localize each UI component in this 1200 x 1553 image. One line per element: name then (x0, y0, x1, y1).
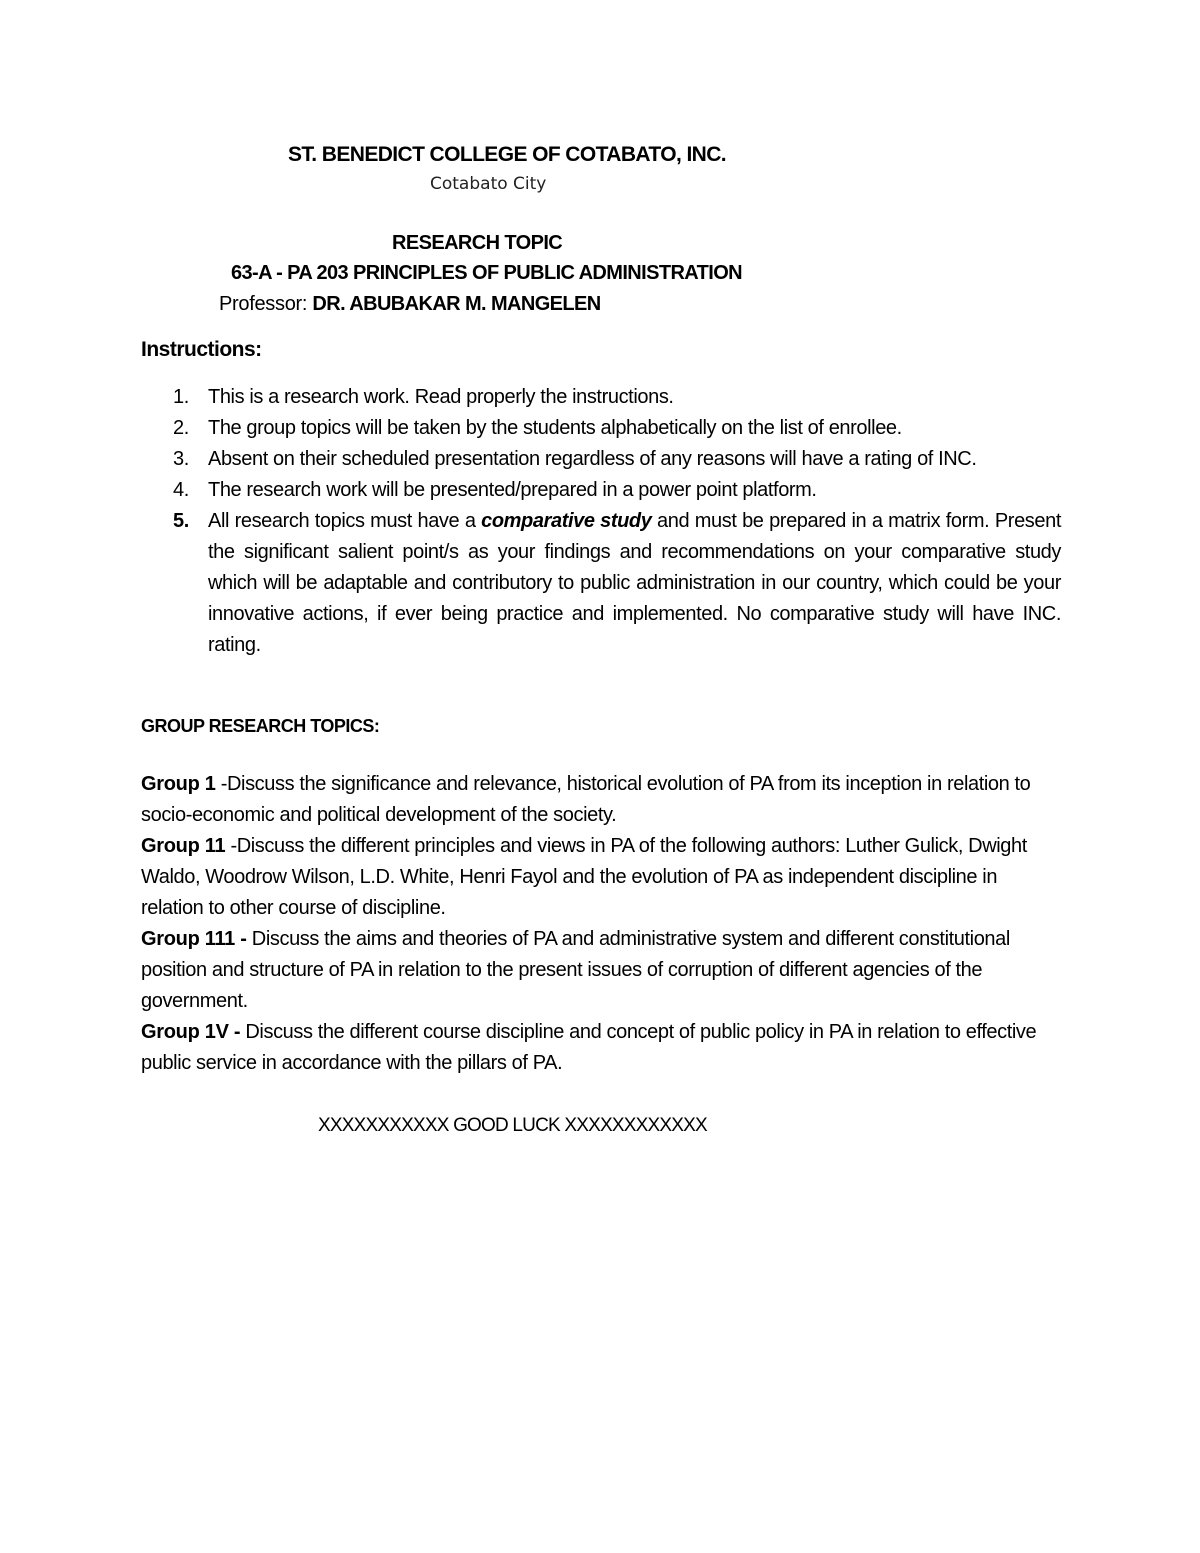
list-item (141, 382, 1061, 413)
list-item-text: Absent on their scheduled presentation regardless of any reasons will have a rating of INC. (208, 448, 977, 470)
list-item-text: The group topics will be taken by the students alphabetically on the list of enrollee. (208, 417, 902, 439)
list-item-number: 2. (173, 417, 189, 439)
professor-label: Professor: (219, 293, 308, 315)
instructions-list (141, 382, 1061, 661)
list-item-text: The research work will be presented/prepared in a power point platform. (208, 479, 817, 501)
group-text: -Discuss the different principles and views in PA of the following authors: Luther Gulick, Dwight Waldo, Woodrow Wilson, L.D. White, Henri Fayol and the evolution of PA as independent discipline in relation to other course of discipline. (141, 835, 1027, 919)
list-item (141, 444, 1061, 475)
list-item (141, 413, 1061, 444)
list-item-text (208, 506, 1061, 661)
closing-line: XXXXXXXXXXX GOOD LUCK XXXXXXXXXXXX (318, 1115, 707, 1136)
school-city: Cotabato City (430, 174, 547, 194)
list-item-text-after: and must be prepared in a matrix form. Present the significant salient point/s as your findings and recommendations on your comparative study which will be adaptable and contributory to public administration in our country, which could be your innovative actions, if ever being practice and implemented. No comparative study will have INC. rating. (208, 510, 1061, 656)
group-text: -Discuss the significance and relevance, historical evolution of PA from its inception in relation to socio-economic and political development of the society. (141, 773, 1031, 826)
document-title: RESEARCH TOPIC (392, 232, 563, 254)
school-name: ST. BENEDICT COLLEGE OF COTABATO, INC. (288, 143, 727, 166)
professor-line (219, 294, 601, 314)
list-item-text-before: All research topics must have a (208, 510, 482, 532)
comparative-study-emphasis: comparative study (481, 510, 652, 532)
group-paragraph (141, 1017, 1061, 1079)
group-paragraph (141, 831, 1061, 924)
group-label: Group 1V - (141, 1021, 241, 1043)
group-text: Discuss the different course discipline and concept of public policy in PA in relation to effective public service in accordance with the pillars of PA. (141, 1021, 1037, 1074)
group-text: Discuss the aims and theories of PA and administrative system and different constitutional position and structure of PA in relation to the present issues of corruption of different agencies of the government. (141, 928, 1010, 1012)
list-item-text: This is a research work. Read properly the instructions. (208, 386, 674, 408)
group-topics-heading: GROUP RESEARCH TOPICS: (141, 716, 380, 736)
list-item-number: 4. (173, 479, 189, 501)
group-label: Group 11 (141, 835, 226, 857)
list-item-number: 3. (173, 448, 189, 470)
course-title: 63-A - PA 203 PRINCIPLES OF PUBLIC ADMINISTRATION (231, 262, 743, 284)
instructions-heading: Instructions: (141, 338, 262, 361)
group-label: Group 1 (141, 773, 216, 795)
group-topics-list (141, 769, 1061, 1079)
list-item (141, 506, 1061, 661)
list-item-number: 1. (173, 386, 189, 408)
list-item-number: 5. (173, 510, 189, 532)
list-item (141, 475, 1061, 506)
professor-name: DR. ABUBAKAR M. MANGELEN (312, 293, 601, 315)
group-label: Group 111 - (141, 928, 247, 950)
group-paragraph (141, 924, 1061, 1017)
group-paragraph (141, 769, 1061, 831)
